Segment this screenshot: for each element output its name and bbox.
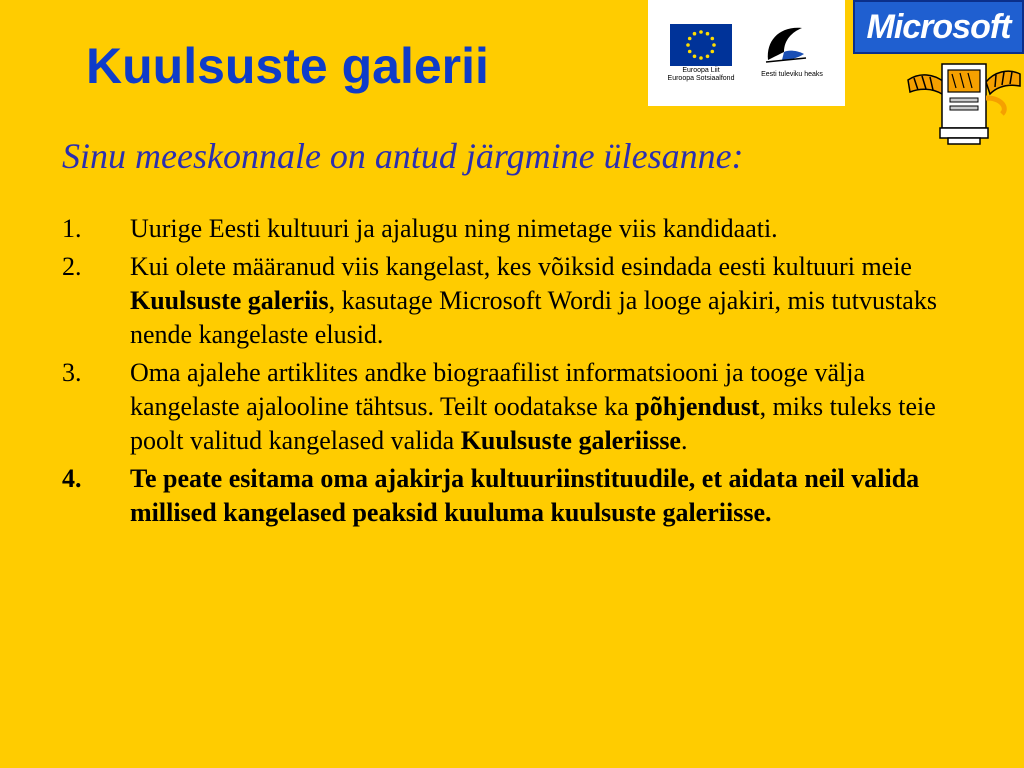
gallery-name-emphasis: Kuulsuste galeriisse <box>460 426 681 455</box>
task-text: Oma ajalehe artiklites andke biograafilist informatsiooni ja tooge välja kangelaste ajalooline tähtsus. Teilt oodatakse ka <box>130 358 865 421</box>
task-text: Kui olete määranud viis kangelast, kes võiksid esindada eesti kultuuri meie <box>130 252 912 281</box>
tiger-computer-mascot-icon <box>904 54 1024 146</box>
task-text: Te peate esitama oma ajakirja kultuuriinstituudile, et aidata neil valida millised kangelased peaksid kuuluma kuulsuste galeriisse. <box>130 464 920 527</box>
task-list <box>62 212 972 534</box>
sponsor-logos <box>648 0 845 106</box>
task-text: , miks tuleks teie poolt valitud kangelased valida <box>130 392 936 455</box>
task-text: , kasutage Microsoft Wordi ja looge ajakiri, mis tutvustaks nende kangelaste elusid. <box>130 286 937 349</box>
task-item-4 <box>62 462 972 530</box>
eu-logo-caption <box>662 67 740 83</box>
task-number: 4. <box>62 464 82 493</box>
gallery-name-emphasis: Kuulsuste galeriis <box>130 286 329 315</box>
task-number: 2. <box>62 252 82 281</box>
justification-emphasis: põhjendust <box>635 392 760 421</box>
task-number: 1. <box>62 214 82 243</box>
task-item-1 <box>62 212 972 246</box>
eu-caption-line2: Euroopa Sotsiaalfond <box>667 75 735 82</box>
estonian-future-logo-icon <box>758 20 814 72</box>
slide-title: Kuulsuste galerii <box>86 38 489 94</box>
microsoft-logo-text: Microsoft <box>866 7 1011 46</box>
eu-flag-icon <box>670 24 732 66</box>
eu-caption-line1: Euroopa Liit <box>682 67 720 74</box>
task-item-3 <box>62 356 972 458</box>
task-text: . <box>680 426 688 455</box>
slide-subtitle: Sinu meeskonnale on antud järgmine ülesanne: <box>62 136 744 176</box>
eti-logo-caption: Eesti tuleviku heaks <box>761 71 823 78</box>
task-item-2 <box>62 250 972 352</box>
microsoft-logo <box>853 0 1024 54</box>
task-number: 3. <box>62 358 82 387</box>
task-text: Uurige Eesti kultuuri ja ajalugu ning nimetage viis kandidaati. <box>130 214 778 243</box>
